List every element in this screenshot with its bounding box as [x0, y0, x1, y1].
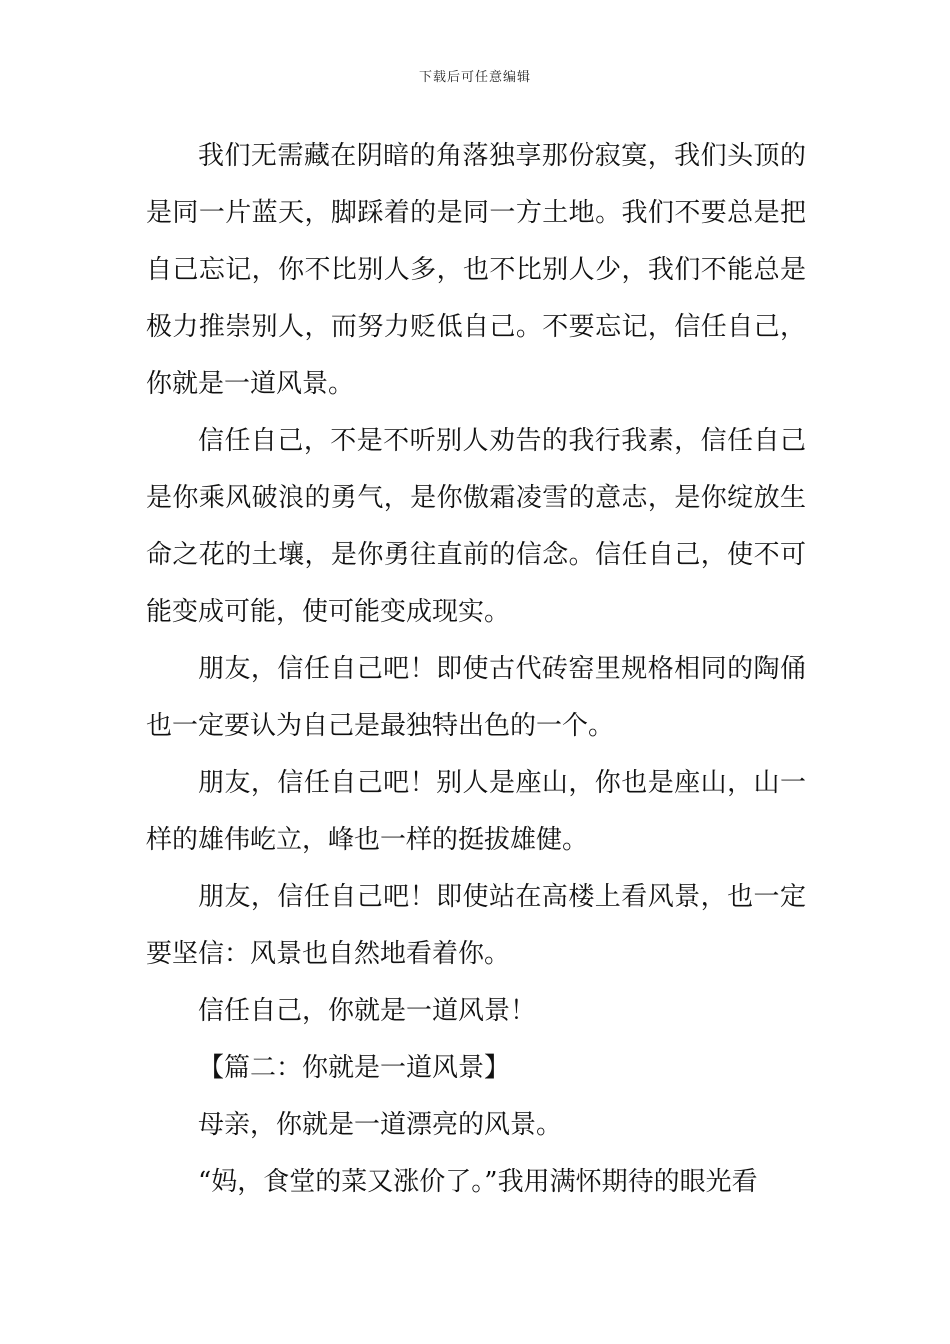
paragraph-3: 朋友，信任自己吧！即使古代砖窑里规格相同的陶俑也一定要认为自己是最独特出色的一个。 — [146, 654, 806, 741]
page-header: 下载后可任意编辑 — [418, 70, 531, 85]
paragraph-2: 信任自己，不是不听别人劝告的我行我素，信任自己是你乘风破浪的勇气，是你傲霜凌雪的意志，是你绽放生命之花的土壤，是你勇往直前的信念。信任自己，使不可能变成可能，使可能变成现实。 — [146, 426, 806, 627]
paragraph-6: 信任自己，你就是一道风景！ — [198, 996, 537, 1026]
paragraph-4: 朋友，信任自己吧！别人是座山，你也是座山，山一样的雄伟屹立，峰也一样的挺拔雄健。 — [146, 768, 806, 855]
paragraph-7: 母亲，你就是一道漂亮的风景。 — [198, 1110, 563, 1140]
paragraph-8: “妈，食堂的菜又涨价了。”我用满怀期待的眼光看 — [198, 1167, 758, 1197]
document-body — [146, 128, 806, 1211]
paragraph-5: 朋友，信任自己吧！即使站在高楼上看风景，也一定要坚信：风景也自然地看着你。 — [146, 882, 806, 969]
section-heading: 【篇二：你就是一道风景】 — [198, 1053, 511, 1083]
paragraph-1: 我们无需藏在阴暗的角落独享那份寂寞，我们头顶的是同一片蓝天，脚踩着的是同一方土地。我们不要总是把自己忘记，你不比别人多，也不比别人少，我们不能总是极力推崇别人，而努力贬低自己。不要忘记，信任自己，你就是一道风景。 — [146, 141, 806, 399]
